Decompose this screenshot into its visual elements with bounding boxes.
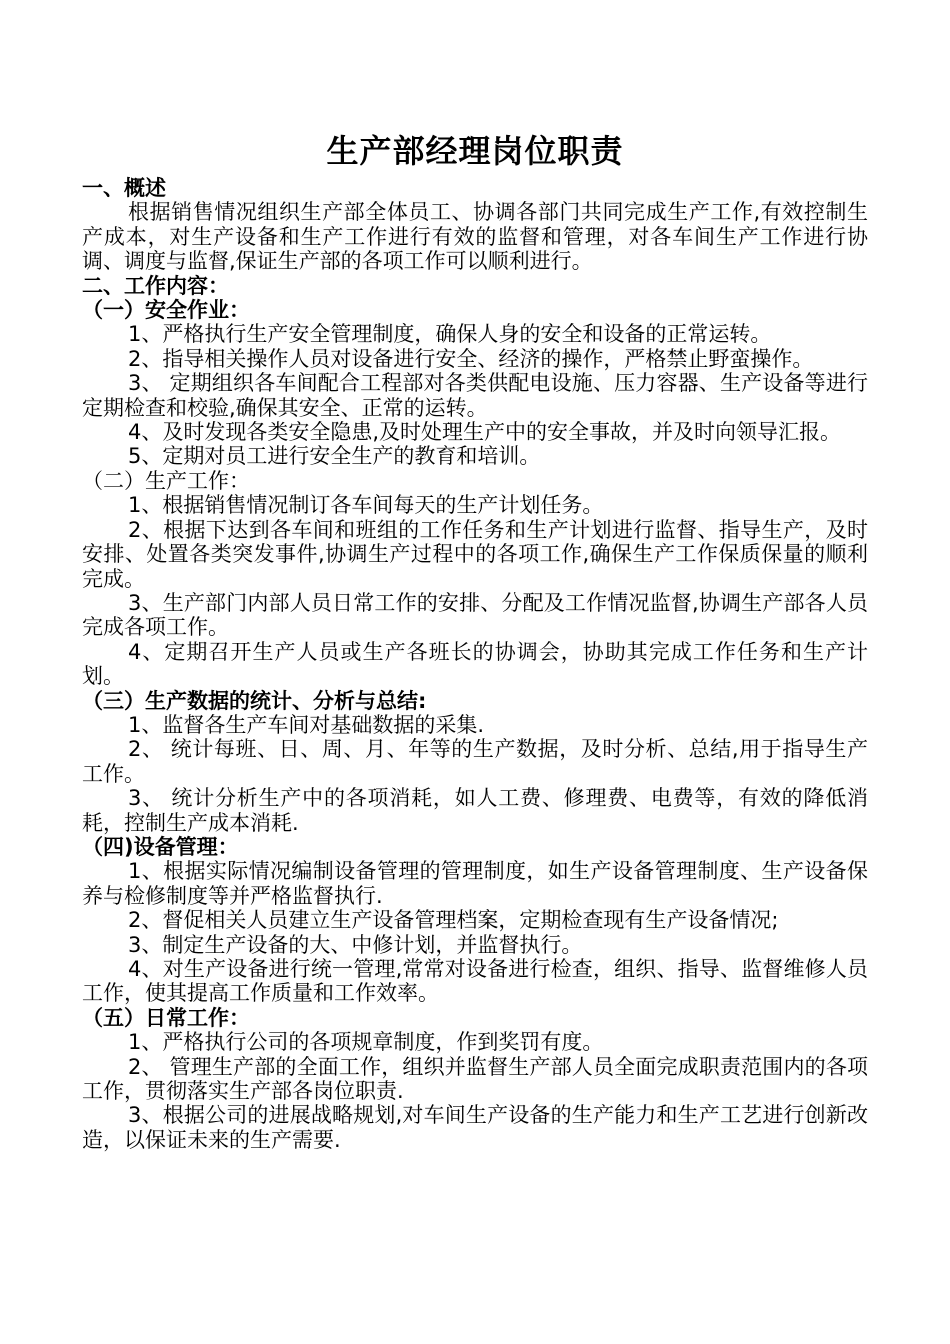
equipment-item-4: 4、对生产设备进行统一管理,常常对设备进行检查，组织、指导、监督维修人员工作，使其提高工作质量和工作效率。 xyxy=(82,957,868,1006)
safety-item-1: 1、严格执行生产安全管理制度，确保人身的安全和设备的正常运转。 xyxy=(128,322,772,347)
equipment-item-3: 3、制定生产设备的大、中修计划，并监督执行。 xyxy=(128,932,583,957)
data-item-2: 2、 统计每班、日、周、月、年等的生产数据，及时分析、总结,用于指导生产工作。 xyxy=(82,737,868,786)
daily-item-1: 1、严格执行公司的各项规章制度，作到奖罚有度。 xyxy=(128,1030,604,1055)
equipment-heading: （四)设备管理： xyxy=(82,834,239,859)
safety-item-5: 5、定期对员工进行安全生产的教育和培训。 xyxy=(128,444,541,469)
safety-item-2: 2、指导相关操作人员对设备进行安全、经济的操作，严格禁止野蛮操作。 xyxy=(128,346,814,371)
overview-heading: 一、概述 xyxy=(82,176,166,200)
data-heading: （三）生产数据的统计、分析与总结: xyxy=(82,688,427,713)
content-heading: 二、工作内容： xyxy=(82,273,229,298)
safety-item-4: 4、及时发现各类安全隐患,及时处理生产中的安全事故，并及时向领导汇报。 xyxy=(128,420,842,445)
document-page xyxy=(82,126,868,1152)
equipment-item-1: 1、根据实际情况编制设备管理的管理制度，如生产设备管理制度、生产设备保养与检修制度等并严格监督执行. xyxy=(82,859,868,908)
document-title: 生产部经理岗位职责 xyxy=(326,132,624,170)
daily-item-3: 3、根据公司的进展战略规划,对车间生产设备的生产能力和生产工艺进行创新改造，以保证未来的生产需要. xyxy=(82,1103,868,1152)
production-item-1: 1、根据销售情况制订各车间每天的生产计划任务。 xyxy=(128,493,604,518)
data-item-1: 1、监督各生产车间对基础数据的采集. xyxy=(128,712,485,737)
production-item-2: 2、根据下达到各车间和班组的工作任务和生产计划进行监督、指导生产，及时安排、处置各类突发事件,协调生产过程中的各项工作,确保生产工作保质保量的顺利完成。 xyxy=(82,517,868,591)
production-heading: （二）生产工作： xyxy=(82,468,250,493)
data-item-3: 3、 统计分析生产中的各项消耗，如人工费、修理费、电费等，有效的降低消耗，控制生产成本消耗. xyxy=(82,786,868,835)
safety-item-3: 3、 定期组织各车间配合工程部对各类供配电设施、压力容器、生产设备等进行定期检查和校验,确保其安全、正常的运转。 xyxy=(82,371,868,420)
overview-paragraph: 根据销售情况组织生产部全体员工、协调各部门共同完成生产工作,有效控制生产成本，对生产设备和生产工作进行有效的监督和管理，对各车间生产工作进行协调、调度与监督,保证生产部的各项工作可以顺利进行。 xyxy=(82,200,868,274)
production-item-3: 3、生产部门内部人员日常工作的安排、分配及工作情况监督,协调生产部各人员完成各项工作。 xyxy=(82,590,868,640)
safety-heading: （一）安全作业： xyxy=(82,298,250,323)
equipment-item-2: 2、督促相关人员建立生产设备管理档案，定期检查现有生产设备情况; xyxy=(128,908,779,933)
daily-item-2: 2、 管理生产部的全面工作，组织并监督生产部人员全面完成职责范围内的各项工作，贯彻落实生产部各岗位职责. xyxy=(82,1054,868,1104)
production-item-4: 4、定期召开生产人员或生产各班长的协调会，协助其完成工作任务和生产计划。 xyxy=(82,639,868,689)
daily-heading: （五）日常工作： xyxy=(82,1005,250,1030)
